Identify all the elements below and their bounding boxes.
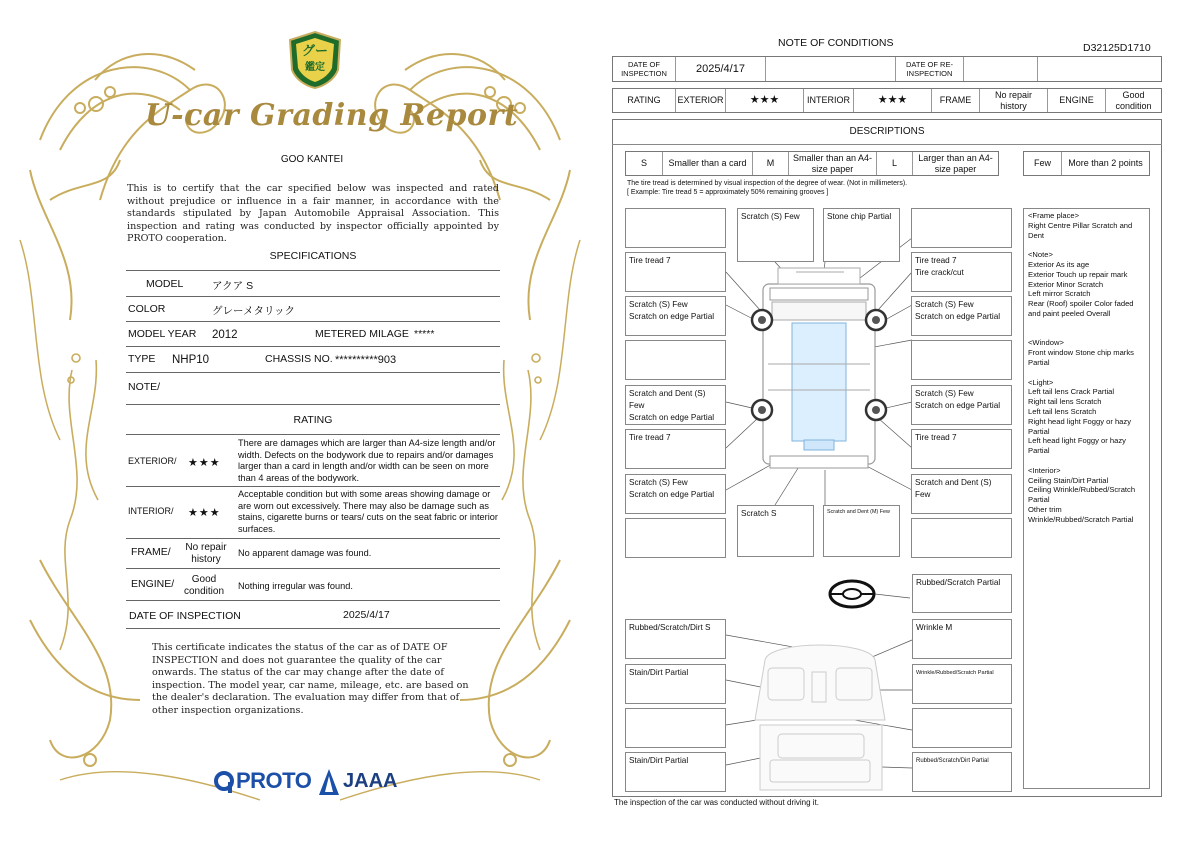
- car-interior-view: [755, 645, 885, 790]
- damage-box-right-6: Scratch and Dent (S) Few: [911, 474, 1012, 514]
- steering-wheel-icon: [830, 581, 874, 607]
- proto-logo-text: PROTO: [236, 768, 312, 793]
- damage-box-rear-right-corner: [911, 518, 1012, 558]
- damage-box-rear-left-corner: [625, 518, 726, 558]
- date-reinspection-label: DATE OF RE-INSPECTION: [895, 57, 963, 81]
- legend-l-desc: Larger than an A4-size paper: [912, 152, 998, 175]
- proto-logo-icon: [214, 770, 236, 794]
- goo-kantei-badge: [288, 30, 342, 90]
- frame-value: No repair history: [979, 89, 1047, 112]
- frame-description: No apparent damage was found.: [238, 548, 372, 558]
- jaaa-logo-icon: [318, 768, 340, 796]
- tire-note: The tire tread is determined by visual inspection of the degree of wear. (Not in millimeters).: [627, 180, 908, 187]
- exterior-stars: ★★★: [725, 89, 803, 112]
- legend-s-desc: Smaller than a card: [662, 152, 752, 175]
- frame-label: FRAME/: [131, 546, 171, 558]
- chassis-value: **********903: [335, 354, 397, 366]
- date-inspection-label: DATE OF INSPECTION: [621, 60, 667, 78]
- interior-box-left-3: [625, 708, 726, 748]
- jaaa-logo-text: JAAA: [343, 770, 398, 792]
- divider: [126, 404, 500, 405]
- interior-label: INTERIOR/: [128, 506, 174, 516]
- damage-box-right-5: Tire tread 7: [911, 429, 1012, 469]
- legend-m: M: [752, 152, 788, 175]
- note-label: NOTE/: [128, 381, 161, 393]
- document-id: D32125D1710: [1083, 42, 1151, 54]
- type-label: TYPE: [128, 353, 156, 365]
- damage-box-left-1: Tire tread 7: [625, 252, 726, 292]
- specs-heading: SPECIFICATIONS: [269, 250, 357, 262]
- badge-top-text: グー: [301, 43, 328, 58]
- interior-box-left-1: Rubbed/Scratch/Dirt S: [625, 619, 726, 659]
- damage-box-right-1: Tire tread 7 Tire crack/cut: [911, 252, 1012, 292]
- divider: [126, 296, 500, 297]
- model-value: アクア S: [212, 280, 254, 292]
- damage-box-rear-bumper-right: Scratch and Dent (M) Few: [823, 505, 900, 557]
- exterior-label: EXTERIOR: [675, 89, 725, 112]
- rating-heading: RATING: [293, 414, 333, 426]
- engine-description: Nothing irregular was found.: [238, 581, 353, 591]
- interior-stars: ★★★: [853, 89, 931, 112]
- interior-box-right-3: [912, 708, 1012, 748]
- damage-box-front-bumper-left: Scratch (S) Few: [737, 208, 814, 262]
- divider: [126, 600, 500, 601]
- damage-box-left-5: Tire tread 7: [625, 429, 726, 469]
- legend-few: Few: [1033, 158, 1051, 169]
- note-title: NOTE OF CONDITIONS: [778, 37, 894, 49]
- engine-label: ENGINE/: [131, 578, 175, 590]
- model-year-label: MODEL YEAR: [128, 328, 197, 340]
- certificate-title: U-car Grading Report: [145, 98, 519, 133]
- legend-l: L: [876, 152, 912, 175]
- damage-box-left-6: Scratch (S) Few Scratch on edge Partial: [625, 474, 726, 514]
- interior-stars: ★★★: [188, 506, 221, 519]
- model-label: MODEL: [146, 278, 184, 290]
- exterior-stars: ★★★: [188, 456, 221, 469]
- descriptions-heading: DESCRIPTIONS: [612, 119, 1162, 145]
- legend-m-desc: Smaller than an A4-size paper: [788, 152, 876, 175]
- note-of-conditions: [600, 0, 1200, 848]
- model-year-value: 2012: [212, 329, 238, 341]
- divider: [126, 372, 500, 373]
- rating-label: RATING: [627, 95, 661, 106]
- engine-value: Good condition: [183, 574, 225, 597]
- date-inspection-value: 2025/4/17: [675, 57, 765, 81]
- damage-box-left-3: [625, 340, 726, 380]
- badge-mid-text: 鑑定: [305, 62, 325, 73]
- certificate-intro: This is to certify that the car specified below was inspected and rated without prejudice or influence in a fair manner, in accordance with the standards stipulated by Japan Automobile Appraisal Association. This inspection and rating was conducted by inspector officially appointed by PROTO cooperation.: [127, 183, 499, 245]
- damage-box-windshield: Stone chip Partial: [823, 208, 900, 262]
- frame-value: No repair history: [185, 542, 227, 565]
- damage-box-left-4: Scratch and Dent (S) Few Scratch on edge Partial: [625, 385, 726, 425]
- interior-description: Acceptable condition but with some areas showing damage or are worn out excessively. There may also be damage such as stains, cigarette burns or tears/ cuts on the seat fabric or interior surfaces.: [238, 489, 498, 534]
- interior-box-right-1: Wrinkle M: [912, 619, 1012, 659]
- damage-box-right-3: [911, 340, 1012, 380]
- exterior-description: There are damages which are larger than A4-size length and/or width. Defects on the bodywork due to repairs and/or damages larger than a card in length and/or width can be seen on more than 4 areas of the bodywork.: [238, 438, 496, 483]
- frame-label: FRAME: [931, 89, 979, 112]
- interior-box-right-2: Wrinkle/Rubbed/Scratch Partial: [912, 664, 1012, 704]
- divider: [126, 628, 500, 629]
- damage-box-front-left-corner: [625, 208, 726, 248]
- color-label: COLOR: [128, 303, 166, 315]
- interior-box-right-4: Rubbed/Scratch/Dirt Partial: [912, 752, 1012, 792]
- damage-box-right-2: Scratch (S) Few Scratch on edge Partial: [911, 296, 1012, 336]
- damage-box-steering: Rubbed/Scratch Partial: [912, 574, 1012, 613]
- divider: [126, 270, 500, 271]
- color-value: グレーメタリック: [212, 305, 296, 317]
- date-of-inspection-value: 2025/4/17: [343, 609, 390, 621]
- legend-few-desc: More than 2 points: [1061, 152, 1149, 175]
- damage-box-rear-bumper-left: Scratch S: [737, 505, 814, 557]
- divider: [126, 538, 500, 539]
- interior-label: INTERIOR: [803, 89, 853, 112]
- certificate-subtitle: GOO KANTEI: [280, 154, 344, 165]
- engine-value: Good condition: [1105, 89, 1161, 112]
- note-footer: The inspection of the car was conducted without driving it.: [614, 798, 819, 807]
- interior-box-left-2: Stain/Dirt Partial: [625, 664, 726, 704]
- damage-box-left-2: Scratch (S) Few Scratch on edge Partial: [625, 296, 726, 336]
- car-top-view: [752, 268, 886, 468]
- legend-s: S: [640, 158, 647, 169]
- interior-box-left-4: Stain/Dirt Partial: [625, 752, 726, 792]
- divider: [126, 486, 500, 487]
- exterior-label: EXTERIOR/: [128, 456, 177, 466]
- date-of-inspection-label: DATE OF INSPECTION: [129, 610, 241, 622]
- damage-box-front-right-corner: [911, 208, 1012, 248]
- engine-label: ENGINE: [1047, 89, 1105, 112]
- certificate-footer: This certificate indicates the status of the car as of DATE OF INSPECTION and does not guarantee the quality of the car onwards. The status of the car may change after the date of inspection. The model year, car name, mileage, etc. are based on the dealer's declaration. The evaluation may differ from that of other inspection organizations.: [152, 642, 469, 716]
- condition-notes-list: <Frame place> Right Centre Pillar Scratch and Dent <Note> Exterior As its age Exterior Touch up repair mark Exterior Minor Scratch Left mirror Scratch Rear (Roof) spoiler Color faded and paint peeled Overall <Window> Front window Stone chip marks Partial <Light> Left tail lens Crack Partial Right tail lens Scratch Left tail lens Scratch Right head light Foggy or hazy Partial Left head light Foggy or hazy Partial <Interior> Ceiling Stain/Dirt Partial Ceiling Wrinkle/Rubbed/Scratch Partial Other trim Wrinkle/Rubbed/Scratch Partial: [1023, 208, 1150, 789]
- metered-mileage-value: *****: [414, 328, 435, 340]
- chassis-label: CHASSIS NO.: [265, 353, 333, 365]
- divider: [126, 321, 500, 322]
- damage-box-right-4: Scratch (S) Few Scratch on edge Partial: [911, 385, 1012, 425]
- divider: [126, 434, 500, 435]
- divider: [126, 346, 500, 347]
- divider: [126, 568, 500, 569]
- metered-mileage-label: METERED MILAGE: [315, 328, 409, 340]
- tire-example: [ Example: Tire tread 5 = approximately 50% remaining grooves ]: [627, 189, 829, 196]
- type-value: NHP10: [172, 354, 210, 366]
